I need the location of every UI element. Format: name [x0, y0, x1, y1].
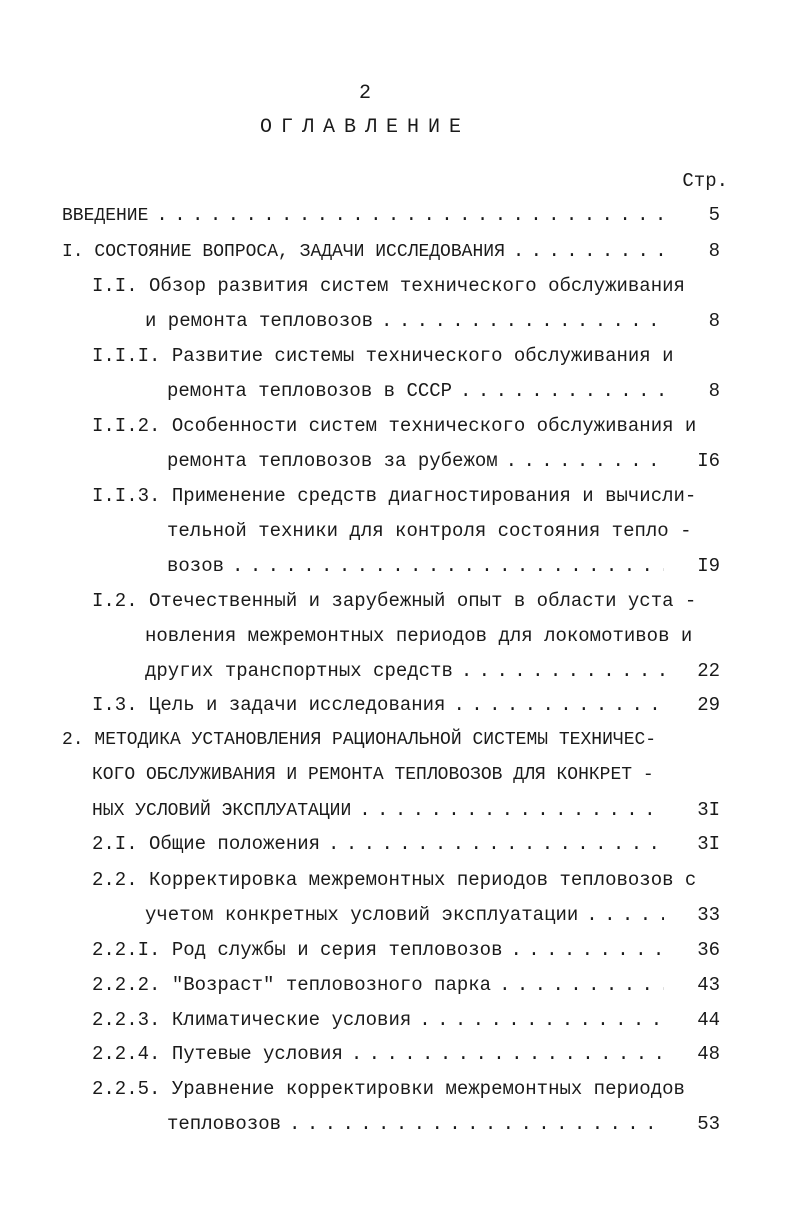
- toc-entry: I.I.2. Особенности систем технического обслуживания и: [92, 415, 697, 437]
- toc-entry: 2.I. Общие положения . . .: [92, 833, 664, 855]
- dot-leader: [156, 204, 664, 226]
- toc-page-number: 8: [708, 240, 720, 262]
- toc-entry: 2.2.4. Путевые условия . . .: [92, 1043, 664, 1065]
- toc-entry: I.I.3. Применение средств диагностирования и вычисли-: [92, 485, 697, 507]
- toc-entry: тепловозов . . .: [167, 1113, 664, 1135]
- toc-page-number: 48: [697, 1043, 720, 1065]
- toc-page-number: 43: [697, 974, 720, 996]
- toc-entry: 2.2.3. Климатические условия . . .: [92, 1009, 664, 1031]
- toc-entry: I.I. Обзор развития систем технического обслуживания: [92, 275, 685, 297]
- toc-page-number: 44: [697, 1009, 720, 1031]
- toc-entry: I.I.I. Развитие системы технического обслуживания и: [92, 345, 674, 367]
- dot-leader: [289, 1113, 664, 1135]
- toc-entry: 2.2.I. Род службы и серия тепловозов . . .: [92, 939, 664, 961]
- toc-entry: I.2. Отечественный и зарубежный опыт в области уста -: [92, 590, 697, 612]
- toc-entry: 2. МЕТОДИКА УСТАНОВЛЕНИЯ РАЦИОНАЛЬНОЙ СИСТЕМЫ ТЕХНИЧЕС-: [62, 729, 657, 751]
- toc-page-number: 8: [708, 310, 720, 332]
- toc-page-number: 3I: [697, 833, 720, 855]
- toc-entry: НЫХ УСЛОВИЙ ЭКСПЛУАТАЦИИ . . .: [92, 799, 664, 821]
- toc-entry: ремонта тепловозов в СССР . . .: [167, 380, 664, 402]
- toc-entry: других транспортных средств . . .: [145, 660, 664, 682]
- dot-leader: [453, 694, 664, 716]
- toc-page-number: 36: [697, 939, 720, 961]
- toc-page-number: I9: [697, 555, 720, 577]
- toc-page-number: 29: [697, 694, 720, 716]
- dot-leader: [381, 310, 664, 332]
- toc-page-number: 8: [708, 380, 720, 402]
- page-title: ОГЛАВЛЕНИЕ: [259, 116, 471, 139]
- toc-page-number: I6: [697, 450, 720, 472]
- toc-entry: новления межремонтных периодов для локомотивов и: [145, 625, 693, 647]
- toc-entry: тельной техники для контроля состояния тепло -: [167, 520, 692, 542]
- dot-leader: [513, 240, 664, 262]
- toc-entry: ремонта тепловозов за рубежом . . .: [167, 450, 664, 472]
- dot-leader: [232, 555, 664, 577]
- toc-entry: I.3. Цель и задачи исследования . . .: [92, 694, 664, 716]
- toc-entry: возов . . .: [167, 555, 664, 577]
- toc-page-number: 5: [708, 204, 720, 226]
- dot-leader: [506, 450, 664, 472]
- toc-entry: учетом конкретных условий эксплуатации . . .: [145, 904, 664, 926]
- toc-page-number: 33: [697, 904, 720, 926]
- toc-page-number: 22: [697, 660, 720, 682]
- toc-entry: ВВЕДЕНИЕ . . .: [62, 204, 664, 226]
- dot-leader: [586, 904, 664, 926]
- toc-page-number: 3I: [697, 799, 720, 821]
- toc-entry: 2.2. Корректировка межремонтных периодов тепловозов с: [92, 869, 697, 891]
- dot-leader: [351, 1043, 664, 1065]
- toc-entry: и ремонта тепловозов . . .: [145, 310, 664, 332]
- toc-page-number: 53: [697, 1113, 720, 1135]
- dot-leader: [328, 833, 664, 855]
- dot-leader: [510, 939, 664, 961]
- dot-leader: [419, 1009, 664, 1031]
- dot-leader: [461, 660, 664, 682]
- page-number: 2: [358, 82, 371, 105]
- toc-entry: КОГО ОБСЛУЖИВАНИЯ И РЕМОНТА ТЕПЛОВОЗОВ ДЛЯ КОНКРЕТ -: [92, 764, 654, 786]
- dot-leader: [359, 799, 664, 821]
- toc-entry: 2.2.2. "Возраст" тепловозного парка . . .: [92, 974, 664, 996]
- dot-leader: [460, 380, 664, 402]
- page-column-label: Стр.: [682, 170, 728, 192]
- toc-entry: 2.2.5. Уравнение корректировки межремонтных периодов: [92, 1078, 685, 1100]
- toc-entry: I. СОСТОЯНИЕ ВОПРОСА, ЗАДАЧИ ИССЛЕДОВАНИЯ . . .: [62, 240, 664, 262]
- dot-leader: [499, 974, 664, 996]
